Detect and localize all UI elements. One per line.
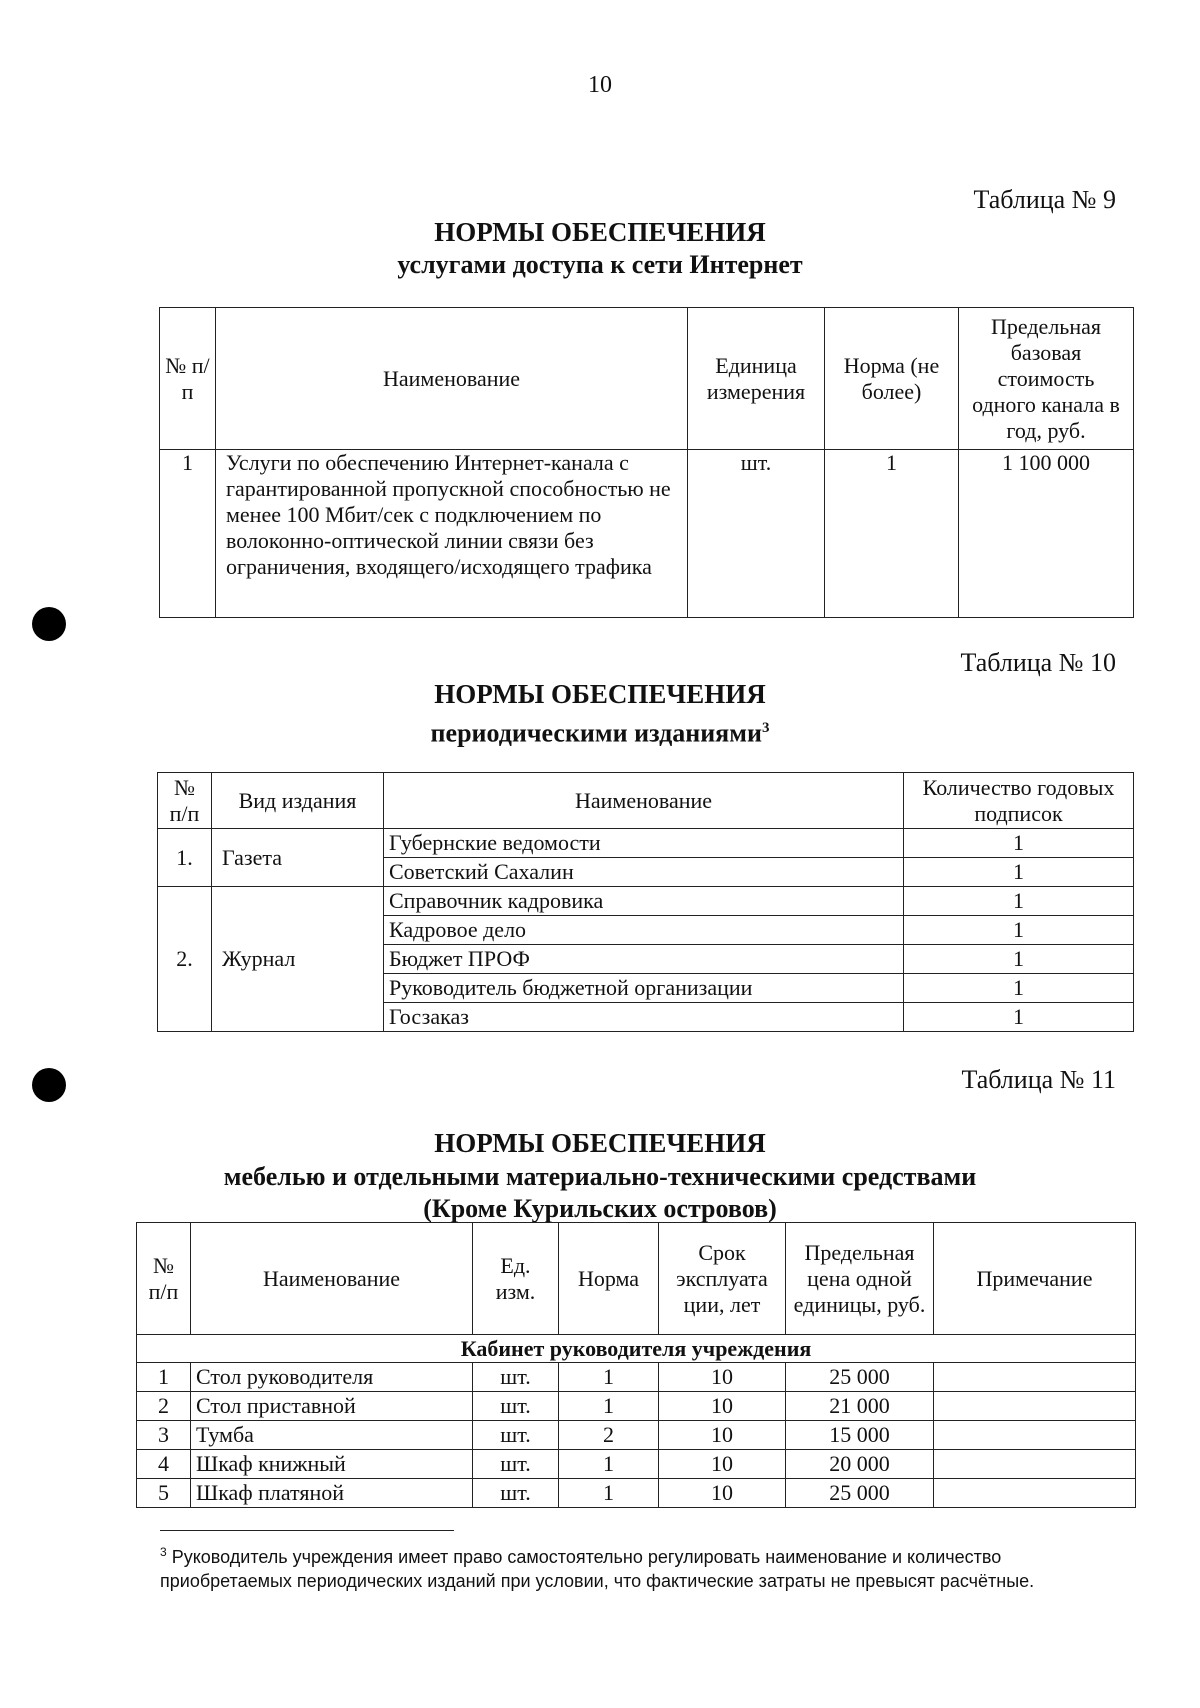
- row-number: 1: [160, 450, 216, 618]
- row-name: Тумба: [191, 1421, 473, 1450]
- item-name: Кадровое дело: [384, 916, 904, 945]
- group-kind: Газета: [212, 829, 384, 887]
- item-name: Губернские ведомости: [384, 829, 904, 858]
- row-price: 25 000: [786, 1363, 934, 1392]
- row-name: Шкаф книжный: [191, 1450, 473, 1479]
- row-number: 2: [137, 1392, 191, 1421]
- item-qty: 1: [904, 916, 1134, 945]
- binder-hole: [32, 607, 66, 641]
- table-row: [137, 1479, 1136, 1508]
- table-11-subtitle-2: (Кроме Курильских островов): [423, 1194, 777, 1223]
- row-price: 25 000: [786, 1479, 934, 1508]
- table-10-subtitle: [0, 712, 1200, 750]
- row-unit: шт.: [473, 1421, 559, 1450]
- item-qty: 1: [904, 858, 1134, 887]
- group-kind: Журнал: [212, 887, 384, 1032]
- item-name: Справочник кадровика: [384, 887, 904, 916]
- col-header-unit: Единица измерения: [688, 308, 825, 450]
- table-row: [137, 1363, 1136, 1392]
- item-qty: 1: [904, 829, 1134, 858]
- row-price: 20 000: [786, 1450, 934, 1479]
- item-qty: 1: [904, 974, 1134, 1003]
- table-row: [158, 887, 1134, 916]
- row-unit: шт.: [473, 1479, 559, 1508]
- row-lifetime: 10: [659, 1479, 786, 1508]
- item-qty: 1: [904, 887, 1134, 916]
- row-price: 15 000: [786, 1421, 934, 1450]
- table-11-title: НОРМЫ ОБЕСПЕЧЕНИЯ: [434, 1128, 766, 1158]
- item-qty: 1: [904, 945, 1134, 974]
- row-note: [934, 1450, 1136, 1479]
- footnote-separator: [160, 1530, 454, 1531]
- row-unit: шт.: [473, 1363, 559, 1392]
- col-header-name: Наименование: [384, 773, 904, 829]
- section-row: [137, 1335, 1136, 1363]
- col-header-note: Примечание: [934, 1223, 1136, 1335]
- col-header-kind: Вид издания: [212, 773, 384, 829]
- row-norm: 1: [559, 1450, 659, 1479]
- row-norm: 1: [559, 1363, 659, 1392]
- col-header-name: Наименование: [191, 1223, 473, 1335]
- col-header-norm: Норма: [559, 1223, 659, 1335]
- row-unit: шт.: [473, 1450, 559, 1479]
- col-header-cost: Предельная базовая стоимость одного канала в год, руб.: [959, 308, 1134, 450]
- col-header-norm: Норма (не более): [825, 308, 959, 450]
- col-header-number: № п/п: [160, 308, 216, 450]
- table-row: [137, 1392, 1136, 1421]
- table-header-row: [137, 1223, 1136, 1335]
- row-norm: 1: [825, 450, 959, 618]
- col-header-number: № п/п: [158, 773, 212, 829]
- footnote: [160, 1540, 1100, 1593]
- row-note: [934, 1363, 1136, 1392]
- col-header-price: Предельная цена одной единицы, руб.: [786, 1223, 934, 1335]
- row-name: Стол приставной: [191, 1392, 473, 1421]
- row-name: Услуги по обеспечению Интернет-канала с гарантированной пропускной способностью не менее 100 Мбит/сек с подключением по волоконно-оптической линии связи без ограничения, входящего/исходящего трафика: [216, 450, 688, 618]
- table-header-row: [158, 773, 1134, 829]
- row-note: [934, 1421, 1136, 1450]
- row-norm: 2: [559, 1421, 659, 1450]
- row-number: 1: [137, 1363, 191, 1392]
- row-lifetime: 10: [659, 1363, 786, 1392]
- col-header-lifetime: Срок эксплуата ции, лет: [659, 1223, 786, 1335]
- row-number: 3: [137, 1421, 191, 1450]
- item-name: Бюджет ПРОФ: [384, 945, 904, 974]
- table-11-subtitle: мебелью и отдельными материально-техническими средствами: [223, 1162, 977, 1191]
- row-number: 4: [137, 1450, 191, 1479]
- row-norm: 1: [559, 1479, 659, 1508]
- table-10-title: НОРМЫ ОБЕСПЕЧЕНИЯ: [434, 679, 766, 709]
- row-lifetime: 10: [659, 1450, 786, 1479]
- group-number: 1.: [158, 829, 212, 887]
- table-row: [160, 450, 1134, 618]
- row-name: Стол руководителя: [191, 1363, 473, 1392]
- table-9-label: Таблица № 9: [973, 185, 1116, 214]
- table-10-subtitle-text: периодическими изданиями: [430, 718, 762, 748]
- group-number: 2.: [158, 887, 212, 1032]
- col-header-subscriptions: Количество годовых подписок: [904, 773, 1134, 829]
- internet-norms-table: [159, 307, 1134, 618]
- binder-hole: [32, 1068, 66, 1102]
- page-number: 10: [588, 72, 612, 98]
- row-number: 5: [137, 1479, 191, 1508]
- item-name: Руководитель бюджетной организации: [384, 974, 904, 1003]
- row-name: Шкаф платяной: [191, 1479, 473, 1508]
- table-9-subtitle: услугами доступа к сети Интернет: [397, 250, 803, 279]
- row-cost: 1 100 000: [959, 450, 1134, 618]
- item-name: Советский Сахалин: [384, 858, 904, 887]
- col-header-unit: Ед. изм.: [473, 1223, 559, 1335]
- row-price: 21 000: [786, 1392, 934, 1421]
- item-name: Госзаказ: [384, 1003, 904, 1032]
- footnote-mark: 3: [160, 1545, 167, 1559]
- table-header-row: [160, 308, 1134, 450]
- section-heading: Кабинет руководителя учреждения: [137, 1335, 1136, 1363]
- furniture-norms-table: [136, 1222, 1136, 1508]
- row-unit: шт.: [688, 450, 825, 618]
- row-note: [934, 1479, 1136, 1508]
- footnote-ref: 3: [761, 720, 770, 736]
- table-9-title: НОРМЫ ОБЕСПЕЧЕНИЯ: [434, 217, 766, 247]
- table-row: [158, 829, 1134, 858]
- table-11-label: Таблица № 11: [961, 1065, 1116, 1094]
- footnote-text: Руководитель учреждения имеет право самостоятельно регулировать наименование и количество приобретаемых периодических изданий при условии, что фактические затраты не превысят расчётные.: [160, 1547, 1035, 1591]
- col-header-number: № п/п: [137, 1223, 191, 1335]
- item-qty: 1: [904, 1003, 1134, 1032]
- periodicals-table: [157, 772, 1134, 1032]
- table-row: [137, 1450, 1136, 1479]
- row-note: [934, 1392, 1136, 1421]
- row-unit: шт.: [473, 1392, 559, 1421]
- row-lifetime: 10: [659, 1421, 786, 1450]
- row-lifetime: 10: [659, 1392, 786, 1421]
- col-header-name: Наименование: [216, 308, 688, 450]
- table-10-label: Таблица № 10: [960, 648, 1116, 677]
- table-row: [137, 1421, 1136, 1450]
- row-norm: 1: [559, 1392, 659, 1421]
